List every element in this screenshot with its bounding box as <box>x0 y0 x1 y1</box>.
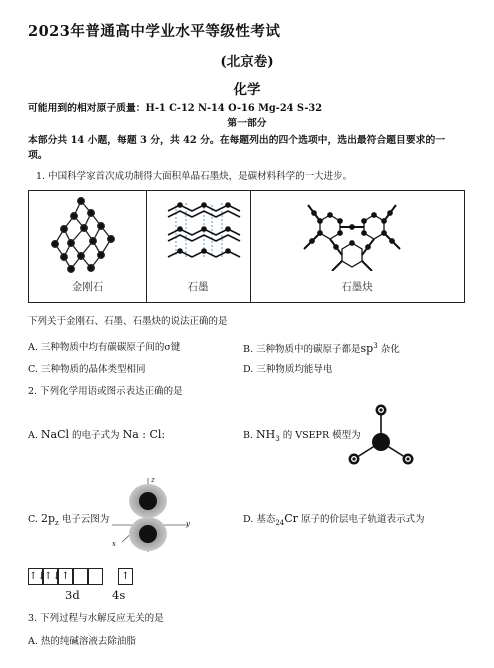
part-heading: 第一部分 <box>227 118 267 129</box>
q1-option-b-post: 杂化 <box>377 344 400 356</box>
q1-question: 下列关于金刚石、石墨、石墨炔的说法正确的是 <box>28 316 228 327</box>
q2-a-electron-formula: Na : Cl: <box>122 428 166 441</box>
orbital-box-4s: ↑ <box>118 568 133 585</box>
graphyne-structure-icon <box>250 191 464 271</box>
orbital-box-3d-5 <box>88 568 103 585</box>
exam-subject: 化学 <box>233 82 261 98</box>
orbital-box-3d-4 <box>73 568 88 585</box>
q2-c-post: 电子云图为 <box>58 514 110 525</box>
q2-d-element: Cr <box>284 512 298 525</box>
q2-stem: 2. 下列化学用语或图示表达正确的是 <box>28 386 183 397</box>
q1-option-b-text: B. 三种物质中的碳原子都是 <box>243 344 361 356</box>
vsepr-model-icon <box>342 402 422 472</box>
q2-d-label: D. 基态 <box>243 514 276 525</box>
orbital-3d-label: 3d <box>65 588 80 602</box>
q2-a-mid: 的电子式为 <box>69 430 123 441</box>
q2-b-post: 的 VSEPR 模型为 <box>279 430 361 441</box>
q3-stem: 3. 下列过程与水解反应无关的是 <box>28 613 164 624</box>
graphyne-cell <box>250 191 464 302</box>
graphite-cell <box>146 191 251 302</box>
graphite-label: 石墨 <box>187 281 209 293</box>
q1-option-d: D. 三种物质均能导电 <box>243 364 333 375</box>
axis-z-label: z <box>151 476 155 484</box>
q2-option-c <box>28 512 109 530</box>
instructions-line2: 项。 <box>28 150 48 161</box>
q2-a-formula: NaCl <box>40 428 70 441</box>
q2-b-sub: 3 <box>275 434 280 443</box>
q1-option-c: C. 三种物质的晶体类型相同 <box>28 364 146 375</box>
axis-y-label: y <box>186 520 190 528</box>
p-orbital-cloud-icon <box>108 476 200 554</box>
q1-option-a: A. 三种物质中均有碳碳原子间的σ键 <box>28 342 181 353</box>
q2-option-d <box>243 512 424 530</box>
q1-option-b <box>243 339 400 357</box>
orbital-4s-label: 4s <box>112 588 126 602</box>
exam-region: (北京卷) <box>220 54 274 70</box>
orbital-box-3d-3: ↑ <box>58 568 73 585</box>
orbital-box-3d-2: ↑↓ <box>43 568 58 585</box>
diamond-structure-icon <box>29 191 146 276</box>
instructions-line1: 本部分共 14 小题，每题 3 分，共 42 分。在每题列出的四个选项中，选出最符合题目要求的一 <box>28 135 446 146</box>
q2-c-sub: z <box>55 518 59 527</box>
q2-d-post: 原子的价层电子轨道表示式为 <box>297 514 425 525</box>
diamond-cell <box>29 191 147 302</box>
diamond-label: 金刚石 <box>71 281 104 293</box>
q1-option-b-sup: 3 <box>373 342 378 350</box>
q3-option-a: A. 热的纯碱溶液去除油脂 <box>28 636 136 647</box>
axis-x-label: x <box>112 540 116 548</box>
q1-stem: 1. 中国科学家首次成功制得大面积单晶石墨炔，是碳材料科学的一大进步。 <box>36 171 353 182</box>
q1-option-b-sp: sp <box>360 342 374 356</box>
exam-title: 2023年普通高中学业水平等级性考试 <box>28 23 281 40</box>
orbital-box-3d-1: ↑↓ <box>28 568 43 585</box>
q2-a-label: A. <box>28 430 41 441</box>
graphite-structure-icon <box>146 191 250 271</box>
graphyne-label: 石墨炔 <box>341 281 373 293</box>
q2-option-a <box>28 428 165 443</box>
q2-c-label: C. <box>28 514 41 525</box>
q2-d-atomic-number: 24 <box>275 518 285 527</box>
q2-b-formula: NH <box>256 428 276 441</box>
atomic-masses: 可能用到的相对原子质量：H-1 C-12 N-14 O-16 Mg-24 S-32 <box>28 103 323 114</box>
q1-figure <box>28 190 465 303</box>
q2-b-label: B. <box>243 430 257 441</box>
q2-c-formula: 2p <box>40 512 56 525</box>
